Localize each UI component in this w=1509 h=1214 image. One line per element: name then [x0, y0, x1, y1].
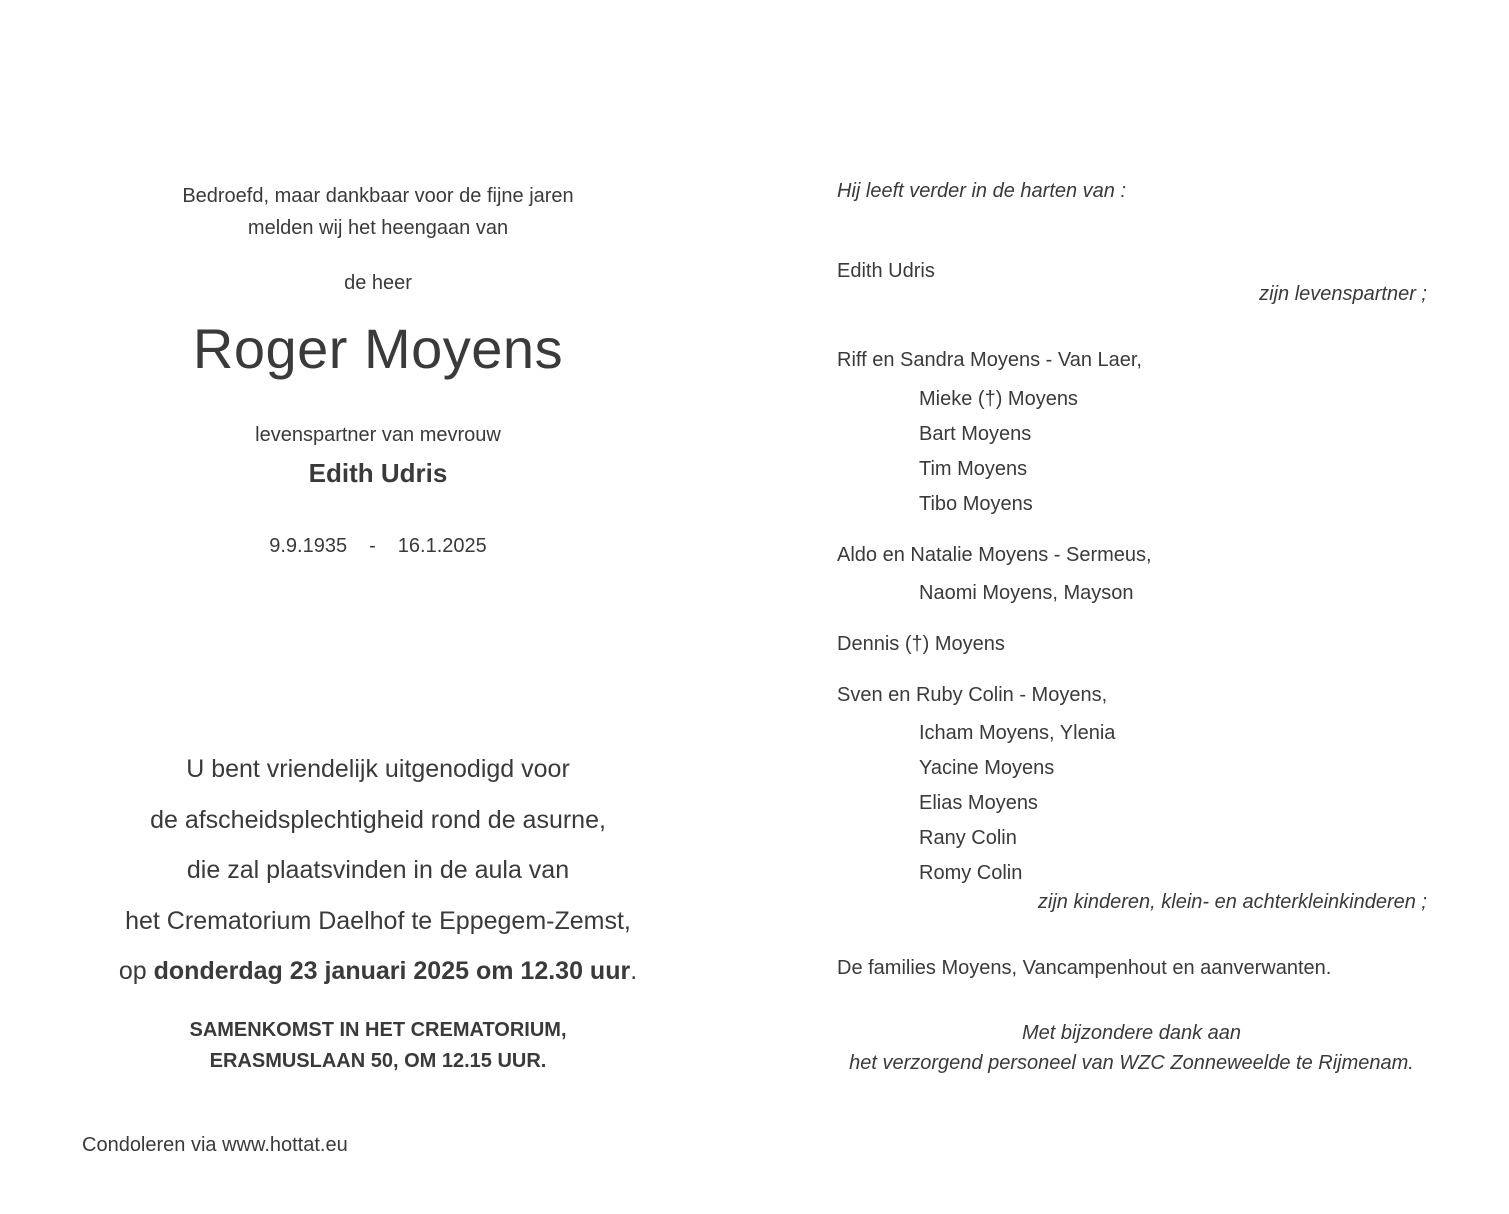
children-note: zijn kinderen, klein- en achterkleinkinderen ;: [1037, 891, 1427, 913]
partner-entry: Edith Udris: [837, 260, 935, 282]
family-head-3: Dennis (†) Moyens: [837, 633, 1005, 655]
partner-note: zijn levenspartner ;: [1259, 283, 1427, 305]
family-member: Bart Moyens: [919, 423, 1032, 445]
ceremony-invitation: [60, 744, 696, 997]
ceremony-datetime: donderdag 23 januari 2025 om 12.30 uur: [153, 957, 631, 985]
family-member: Yacine Moyens: [919, 757, 1055, 779]
family-member: Mieke (†) Moyens: [919, 388, 1078, 410]
family-member: Icham Moyens, Ylenia: [919, 722, 1116, 744]
birth-date: 9.9.1935: [269, 535, 348, 557]
invitation-suffix: .: [630, 957, 638, 985]
thanks-line-2: het verzorgend personeel van WZC Zonneweelde te Rijmenam.: [849, 1052, 1414, 1074]
thanks-note: [810, 1018, 1453, 1078]
invitation-line-1: U bent vriendelijk uitgenodigd voor: [186, 755, 570, 783]
date-separator: -: [369, 535, 376, 557]
family-head-1: Riff en Sandra Moyens - Van Laer,: [837, 349, 1142, 371]
thanks-line-1: Met bijzondere dank aan: [1021, 1022, 1242, 1044]
invitation-line-3: die zal plaatsvinden in de aula van: [186, 856, 570, 884]
intro-line-1: Bedroefd, maar dankbaar voor de fijne jaren: [182, 185, 574, 207]
death-date: 16.1.2025: [397, 535, 487, 557]
family-member: Tibo Moyens: [919, 493, 1033, 515]
intro-line-2: melden wij het heengaan van: [247, 217, 509, 239]
family-member: Romy Colin: [919, 862, 1023, 884]
condolences-link[interactable]: Condoleren via www.hottat.eu: [82, 1134, 348, 1156]
intro-text: [60, 180, 696, 244]
survivors-intro: Hij leeft verder in de harten van :: [837, 180, 1127, 202]
gathering-line-1: SAMENKOMST IN HET CREMATORIUM,: [189, 1019, 567, 1041]
gathering-notice: [60, 1015, 696, 1077]
partner-label: levenspartner van mevrouw: [255, 424, 501, 446]
invitation-prefix: op: [118, 957, 154, 985]
deceased-name: Roger Moyens: [192, 317, 564, 380]
family-member: Naomi Moyens, Mayson: [919, 582, 1134, 604]
family-head-4: Sven en Ruby Colin - Moyens,: [837, 684, 1108, 706]
life-dates: [60, 533, 696, 559]
invitation-line-5: [60, 946, 696, 997]
partner-name: Edith Udris: [308, 458, 448, 488]
honorific: de heer: [344, 272, 412, 294]
gathering-line-2: ERASMUSLAAN 50, OM 12.15 UUR.: [209, 1050, 547, 1072]
family-member: Rany Colin: [919, 827, 1017, 849]
family-member: Elias Moyens: [919, 792, 1038, 814]
family-head-2: Aldo en Natalie Moyens - Sermeus,: [837, 544, 1152, 566]
invitation-line-2: de afscheidsplechtigheid rond de asurne,: [150, 805, 606, 834]
family-member: Tim Moyens: [919, 458, 1028, 480]
invitation-line-4: het Crematorium Daelhof te Eppegem-Zemst,: [125, 906, 631, 935]
families-line: De families Moyens, Vancampenhout en aanverwanten.: [837, 957, 1332, 979]
